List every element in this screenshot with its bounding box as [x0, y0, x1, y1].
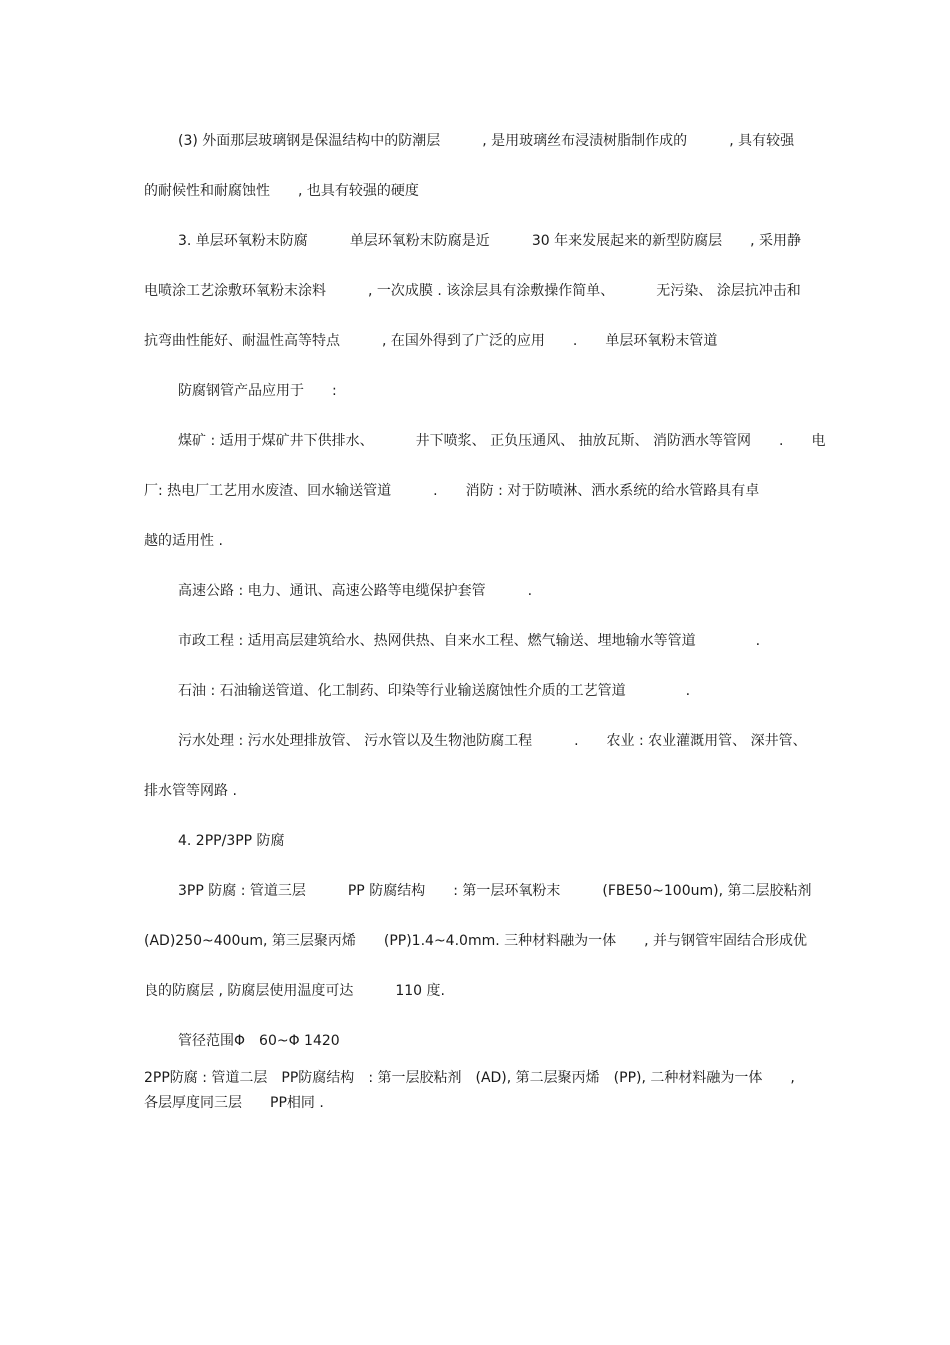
text-line: 防腐钢管产品应用于 : — [178, 383, 337, 399]
text-line: 市政工程 : 适用高层建筑给水、热网供热、自来水工程、燃气输送、埋地输水等管道 . — [178, 633, 761, 649]
section-4-heading: 4. 2PP/3PP 防腐 — [178, 833, 285, 849]
text-line: 良的防腐层 , 防腐层使用温度可达 110 度. — [144, 983, 445, 999]
text-line: 各层厚度同三层 PP相同 . — [144, 1095, 324, 1111]
text-line: 抗弯曲性能好、耐温性高等特点 , 在国外得到了广泛的应用 . 单层环氧粉末管道 — [144, 333, 718, 349]
text-line: 厂: 热电厂工艺用水废渣、回水输送管道 . 消防 : 对于防喷淋、洒水系统的给水管路具有卓 — [144, 483, 760, 499]
text-line: 石油 : 石油输送管道、化工制药、印染等行业输送腐蚀性介质的工艺管道 . — [178, 683, 691, 699]
section-3-heading: 3. 单层环氧粉末防腐 单层环氧粉末防腐是近 30 年来发展起来的新型防腐层 , 采用静 — [178, 233, 801, 249]
text-line: 电喷涂工艺涂敷环氧粉末涂料 , 一次成膜 . 该涂层具有涂敷操作简单、 无污染、 涂层抗冲击和 — [144, 283, 801, 299]
text-line: 越的适用性 . — [144, 533, 223, 549]
text-line: (AD)250~400um, 第三层聚丙烯 (PP)1.4~4.0mm. 三种材料融为一体 , 并与钢管牢固结合形成优 — [144, 933, 808, 949]
text-line: 排水管等网路 . — [144, 783, 237, 799]
text-line: 管径范围Φ 60~Φ 1420 — [178, 1033, 340, 1049]
text-line: 高速公路 : 电力、通讯、高速公路等电缆保护套管 . — [178, 583, 533, 599]
text-line: 的耐候性和耐腐蚀性 , 也具有较强的硬度 — [144, 183, 419, 199]
text-line: 3PP 防腐 : 管道三层 PP 防腐结构 : 第一层环氧粉末 (FBE50~100um), 第二层胶粘剂 — [178, 883, 812, 899]
text-line: (3) 外面那层玻璃钢是保温结构中的防潮层 , 是用玻璃丝布浸渍树脂制作成的 , 具有较强 — [178, 133, 795, 149]
text-line: 煤矿 : 适用于煤矿井下供排水、 井下喷浆、 正负压通风、 抽放瓦斯、 消防洒水等管网 . 电 — [178, 433, 826, 449]
text-line: 2PP防腐 : 管道二层 PP防腐结构 : 第一层胶粘剂 (AD), 第二层聚丙烯 (PP), 二种材料融为一体 , — [144, 1070, 795, 1086]
text-line: 污水处理 : 污水处理排放管、 污水管以及生物池防腐工程 . 农业 : 农业灌溉用管、 深井管、 — [178, 733, 807, 749]
